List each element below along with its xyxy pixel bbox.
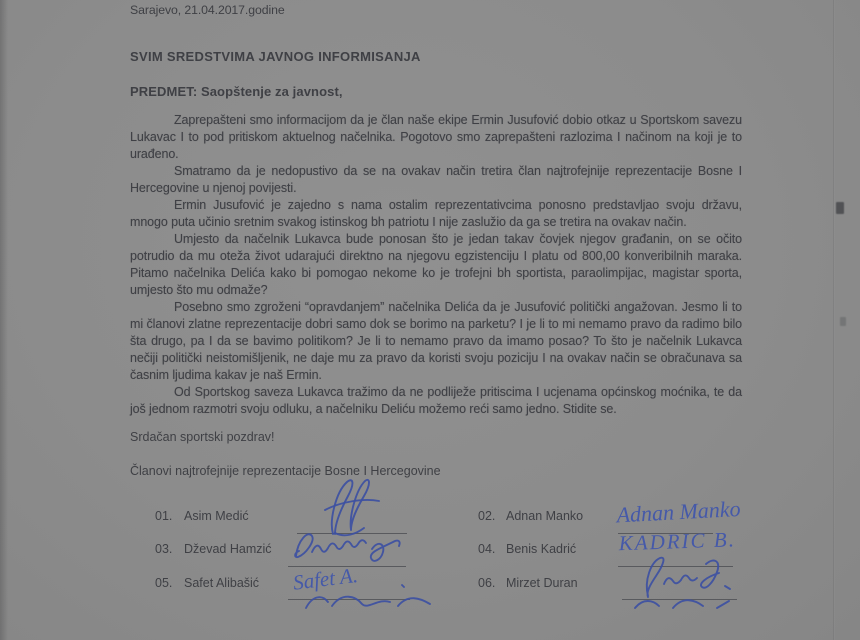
signatory-name: Asim Medić xyxy=(184,509,249,523)
signatory-number: 01. xyxy=(155,509,173,523)
signatory-name: Dževad Hamzić xyxy=(184,542,272,556)
partial-signature-right xyxy=(625,596,745,610)
signatory-number: 02. xyxy=(478,509,496,523)
signatory-name: Adnan Manko xyxy=(506,509,584,523)
signatory-name: Benis Kadrić xyxy=(506,542,577,556)
paragraph-6: Od Sportskog saveza Lukavca tražimo da ne podliježe pritiscima I ucjenama općinskog moćnika, te da još jednom razmotri svoju odluku, a načelniku Deliću možemo reći samo jedno. Stidite se. xyxy=(130,385,742,416)
subject-line: PREDMET: Saopštenje za javnost, xyxy=(130,84,343,99)
signatories-block xyxy=(130,495,742,606)
svg-text:Safet A.: Safet A. xyxy=(291,562,360,595)
letter-heading: SVIM SREDSTVIMA JAVNOG INFORMISANJA xyxy=(130,49,421,64)
svg-text:Adnan Manko: Adnan Manko xyxy=(615,495,742,528)
scan-artifact-mark xyxy=(836,202,844,214)
signature-mirzet-duran xyxy=(620,554,745,600)
letter-body xyxy=(130,112,742,418)
scan-artifact-mark xyxy=(840,317,846,326)
svg-text:KADRIC B.: KADRIC B. xyxy=(618,527,737,556)
paragraph-4: Umjesto da načelnik Lukavca bude ponosan što je jedan takav čovjek njegov građanin, on se očito potrudio da mu oteža život udarajući direktno na njegovu egzistenciju I platu od 800,00 konveribilnih maraka. Pitamo načelnika Delića kako bi pomogao nekome ko je trofejni bh sportista, paraolimpijac, magistar sporta, umjesto što mu odmaže? xyxy=(130,232,742,297)
paragraph-5: Posebno smo zgroženi “opravdanjem” načelnika Delića da je Jusufović politički angažovan. Jesmo li to mi članovi zlatne reprezentacije dobri samo dok se borimo na parketu? I je li to mi nemamo pravo da radimo bilo šta drugo, pa I da se bavimo politikom? Je li to nemamo pravo da imamo posao? To što je načelnik Lukavca nečiji politički neistomišljenik, ne daje mu za pravo da koristi svoju poziciju I na ovakav način se obračunava sa časnim ljudima kakav je naš Ermin. xyxy=(130,300,742,382)
signatories-title: Članovi najtrofejnije reprezentacije Bosne I Hercegovine xyxy=(130,464,441,478)
signatory-number: 05. xyxy=(155,576,173,590)
partial-signature-left xyxy=(298,592,443,610)
signatory-name: Safet Alibašić xyxy=(184,576,260,590)
signatory-number: 04. xyxy=(478,542,496,556)
closing-salutation: Srdačan sportski pozdrav! xyxy=(130,430,275,444)
paper-edge-line xyxy=(833,0,835,640)
paragraph-1: Zaprepašteni smo informacijom da je član naše ekipe Ermin Jusufović dobio otkaz u Sportskom savezu Lukavac I to pod pritiskom aktuelnog načelnika. Pogotovo smo zaprepašteni razlozima I načinom na koji je to urađeno. xyxy=(130,113,742,161)
paragraph-2: Smatramo da je nedopustivo da se na ovakav način tretira član najtrofejnije reprezentacije Bosne I Hercegovine u njenoj povijesti. xyxy=(130,164,742,195)
dateline: Sarajevo, 21.04.2017.godine xyxy=(130,3,285,17)
signatory-number: 06. xyxy=(478,576,496,590)
paragraph-3: Ermin Jusufović je zajedno s nama ostalim reprezentativcima ponosno predstavljao svoju državu, mnogo puta učinio sretnim svakog istinskog bh patriotu I nije zaslužio da ga se tretira na ovakav način. xyxy=(130,198,742,229)
signature-asim-medic xyxy=(295,476,395,536)
signatory-number: 03. xyxy=(155,542,173,556)
signatory-name: Mirzet Duran xyxy=(506,576,578,590)
